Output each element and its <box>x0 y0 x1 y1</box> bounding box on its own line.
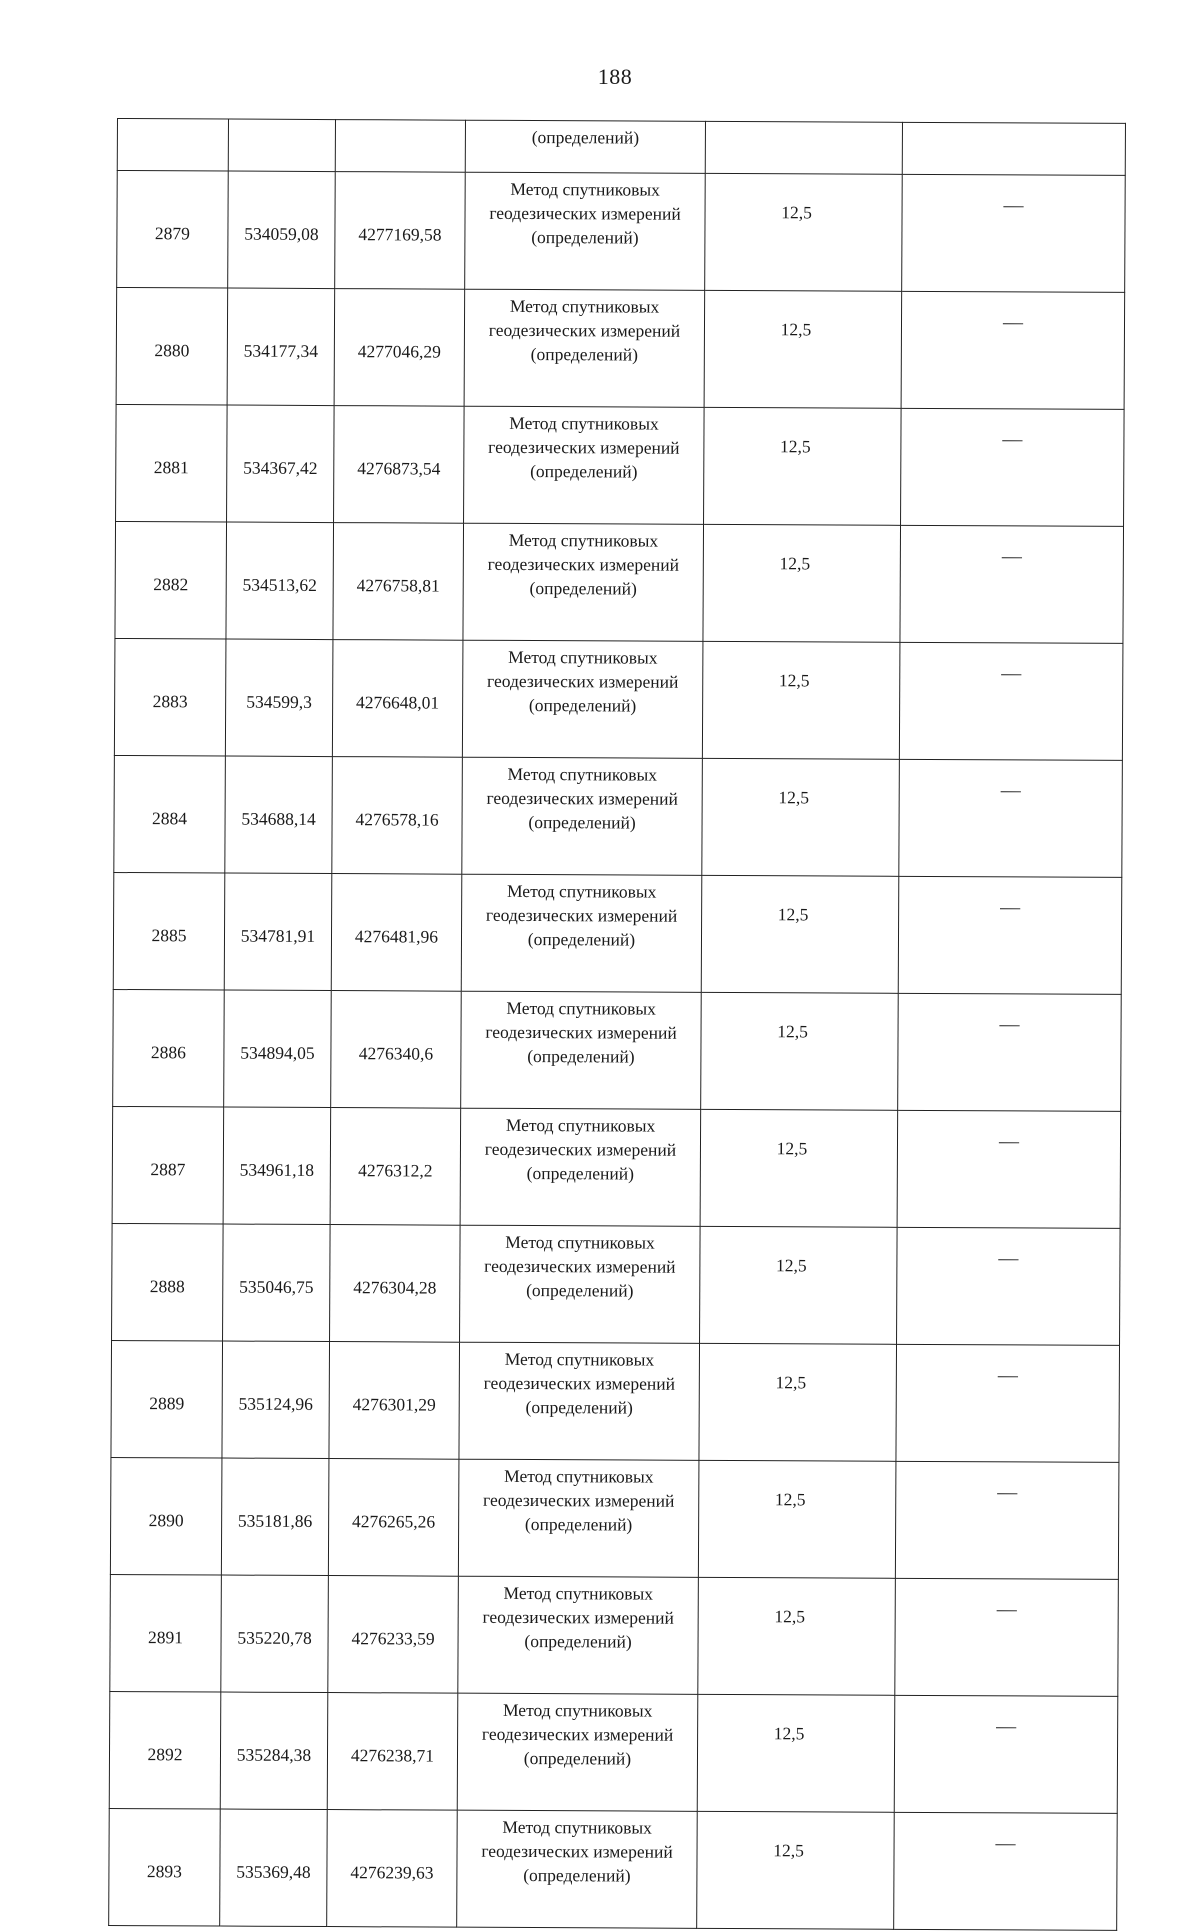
method-cell <box>458 1459 699 1577</box>
continuation-method-cell: (определений) <box>465 120 705 173</box>
y-coordinate-cell: 4276265,26 <box>328 1459 459 1577</box>
description-cell: — <box>895 1461 1119 1579</box>
y-coordinate-cell: 4276239,63 <box>327 1810 458 1928</box>
method-line: Метод спутниковых <box>508 646 658 668</box>
y-coordinate-cell: 4277046,29 <box>334 289 465 407</box>
y-coordinate-cell: 4276301,29 <box>329 1342 460 1460</box>
x-coordinate-cell: 534599,3 <box>225 639 333 757</box>
method-line: (определений) <box>529 578 637 599</box>
method-line: Метод спутниковых <box>504 1465 654 1487</box>
method-line: геодезических измерений <box>483 1489 675 1511</box>
continuation-x-cell <box>228 119 335 172</box>
page-number: 188 <box>597 64 633 89</box>
method-line: (определений) <box>527 929 636 950</box>
table-row <box>110 1574 1119 1696</box>
method-cell <box>463 523 704 641</box>
x-coordinate-cell: 534961,18 <box>223 1107 331 1225</box>
method-line: Метод спутниковых <box>509 412 659 434</box>
method-line: (определений) <box>527 1046 635 1067</box>
y-coordinate-cell: 4276873,54 <box>334 406 465 524</box>
method-line: Метод спутниковых <box>506 880 657 902</box>
x-coordinate-cell: 534059,08 <box>228 171 336 289</box>
description-cell: — <box>897 1227 1121 1345</box>
method-line: геодезических измерений <box>485 904 678 926</box>
continuation-y-cell <box>335 120 465 173</box>
method-line: (определений) <box>526 1163 635 1184</box>
x-coordinate-cell: 534177,34 <box>227 288 335 406</box>
x-coordinate-cell: 535046,75 <box>223 1224 331 1342</box>
table-row <box>110 1457 1119 1579</box>
x-coordinate-cell: 534894,05 <box>224 990 332 1108</box>
point-number-cell: 2893 <box>109 1808 221 1926</box>
accuracy-cell: 12,5 <box>700 1226 898 1344</box>
method-line: Метод спутниковых <box>509 295 660 317</box>
method-cell <box>462 640 703 758</box>
x-coordinate-cell: 535284,38 <box>220 1692 328 1810</box>
method-line: (определений) <box>524 1631 632 1652</box>
table-row <box>114 638 1123 760</box>
table-row <box>116 288 1125 410</box>
method-cell <box>457 1693 698 1811</box>
table-row <box>114 755 1123 877</box>
y-coordinate-cell: 4276238,71 <box>327 1693 458 1811</box>
y-coordinate-cell: 4276312,2 <box>330 1108 461 1226</box>
x-coordinate-cell: 534513,62 <box>226 522 334 640</box>
accuracy-cell: 12,5 <box>704 407 902 525</box>
table-row <box>117 171 1126 293</box>
method-line: геодезических измерений <box>487 553 680 575</box>
point-number-cell: 2891 <box>110 1574 222 1692</box>
method-line: Метод спутниковых <box>502 1816 652 1838</box>
x-coordinate-cell: 534781,91 <box>224 873 332 991</box>
table-row <box>111 1340 1120 1462</box>
table-row <box>109 1691 1118 1813</box>
description-cell: — <box>896 1344 1120 1462</box>
y-coordinate-cell: 4277169,58 <box>335 172 466 290</box>
accuracy-cell: 12,5 <box>697 1694 895 1812</box>
method-line: (определений) <box>530 461 638 482</box>
coordinates-table <box>108 118 1126 1931</box>
point-number-cell: 2886 <box>113 989 225 1107</box>
continuation-accuracy-cell <box>705 121 902 174</box>
method-cell <box>460 1225 701 1343</box>
method-line: Метод спутниковых <box>503 1582 654 1604</box>
description-cell: — <box>901 291 1125 409</box>
point-number-cell: 2885 <box>113 872 225 990</box>
method-cell <box>464 289 705 407</box>
method-cell <box>461 874 702 992</box>
method-line: Метод спутниковых <box>508 529 659 551</box>
description-cell: — <box>899 759 1123 877</box>
method-line: Метод спутниковых <box>502 1699 653 1721</box>
accuracy-cell: 12,5 <box>697 1811 895 1929</box>
point-number-cell: 2884 <box>114 755 226 873</box>
method-line: (определений) <box>528 812 636 833</box>
method-line: Метод спутниковых <box>505 1231 655 1253</box>
description-cell: — <box>899 642 1123 760</box>
description-cell: — <box>894 1695 1118 1813</box>
method-line: Метод спутниковых <box>505 1114 656 1136</box>
x-coordinate-cell: 535369,48 <box>220 1809 328 1927</box>
accuracy-cell: 12,5 <box>702 758 900 876</box>
y-coordinate-cell: 4276648,01 <box>332 640 463 758</box>
accuracy-cell: 12,5 <box>701 992 899 1110</box>
point-number-cell: 2882 <box>115 521 227 639</box>
method-line: (определений) <box>525 1397 633 1418</box>
point-number-cell: 2889 <box>111 1340 223 1458</box>
x-coordinate-cell: 535220,78 <box>221 1575 329 1693</box>
accuracy-cell: 12,5 <box>702 641 900 759</box>
method-line: (определений) <box>526 1280 634 1301</box>
point-number-cell: 2887 <box>112 1106 224 1224</box>
point-number-cell: 2892 <box>109 1691 221 1809</box>
method-line: геодезических измерений <box>484 1255 676 1277</box>
method-cell <box>459 1342 700 1460</box>
method-line: Метод спутниковых <box>507 763 658 785</box>
method-cell <box>462 757 703 875</box>
description-cell: — <box>894 1812 1118 1930</box>
point-number-cell: 2888 <box>112 1223 224 1341</box>
x-coordinate-cell: 534367,42 <box>227 405 335 523</box>
method-line: геодезических измерений <box>489 202 681 224</box>
continuation-point-cell <box>117 119 228 172</box>
point-number-cell: 2879 <box>117 171 229 289</box>
point-number-cell: 2881 <box>116 404 228 522</box>
accuracy-cell: 12,5 <box>701 875 899 993</box>
method-line: (определений) <box>528 695 637 716</box>
method-line: геодезических измерений <box>486 787 678 809</box>
accuracy-cell: 12,5 <box>698 1460 896 1578</box>
method-line: геодезических измерений <box>487 670 679 692</box>
description-cell: — <box>898 993 1122 1111</box>
method-line: (определений) <box>530 344 639 365</box>
table-row <box>112 1223 1121 1345</box>
table-row <box>113 872 1122 994</box>
continuation-description-cell <box>902 122 1125 175</box>
x-coordinate-cell: 534688,14 <box>225 756 333 874</box>
method-cell <box>457 1810 698 1928</box>
accuracy-cell: 12,5 <box>699 1343 897 1461</box>
table-row <box>115 521 1124 643</box>
description-cell: — <box>898 876 1122 994</box>
y-coordinate-cell: 4276481,96 <box>331 874 462 992</box>
table-row <box>112 1106 1121 1228</box>
y-coordinate-cell: 4276578,16 <box>332 757 463 875</box>
accuracy-cell: 12,5 <box>705 173 903 291</box>
x-coordinate-cell: 535124,96 <box>222 1341 330 1459</box>
method-line: геодезических измерений <box>481 1840 673 1862</box>
y-coordinate-cell: 4276233,59 <box>328 1576 459 1694</box>
method-line: (определений) <box>531 227 639 248</box>
method-cell <box>464 406 705 524</box>
method-line: Метод спутниковых <box>510 178 660 200</box>
y-coordinate-cell: 4276304,28 <box>330 1225 461 1343</box>
method-cell <box>465 172 706 290</box>
method-line: Метод спутниковых <box>506 997 656 1019</box>
description-cell: — <box>902 174 1126 292</box>
table-row <box>113 989 1122 1111</box>
method-cell <box>460 1108 701 1226</box>
method-line: геодезических измерений <box>481 1723 674 1745</box>
method-line: (определений) <box>523 1748 632 1769</box>
method-line: геодезических измерений <box>482 1606 674 1628</box>
description-cell: — <box>895 1578 1119 1696</box>
table-row <box>109 1808 1118 1930</box>
continuation-row <box>117 119 1125 176</box>
description-cell: — <box>901 408 1125 526</box>
description-cell: — <box>900 525 1124 643</box>
description-cell: — <box>897 1110 1121 1228</box>
method-line: геодезических измерений <box>484 1138 677 1160</box>
accuracy-cell: 12,5 <box>703 524 901 642</box>
method-line: геодезических измерений <box>485 1021 677 1043</box>
y-coordinate-cell: 4276758,81 <box>333 523 464 641</box>
method-line: геодезических измерений <box>483 1372 676 1394</box>
table-body <box>109 119 1126 1931</box>
table-row <box>116 404 1125 526</box>
point-number-cell: 2883 <box>114 638 226 756</box>
method-line: (определений) <box>524 1514 633 1535</box>
x-coordinate-cell: 535181,86 <box>221 1458 329 1576</box>
point-number-cell: 2880 <box>116 288 228 406</box>
method-cell <box>461 991 702 1109</box>
point-number-cell: 2890 <box>110 1457 222 1575</box>
y-coordinate-cell: 4276340,6 <box>331 991 462 1109</box>
accuracy-cell: 12,5 <box>700 1109 898 1227</box>
method-line: (определений) <box>523 1865 631 1886</box>
method-cell <box>458 1576 699 1694</box>
method-line: геодезических измерений <box>488 436 680 458</box>
accuracy-cell: 12,5 <box>704 290 902 408</box>
method-line: Метод спутниковых <box>504 1348 655 1370</box>
method-line: геодезических измерений <box>488 319 681 341</box>
accuracy-cell: 12,5 <box>698 1577 896 1695</box>
